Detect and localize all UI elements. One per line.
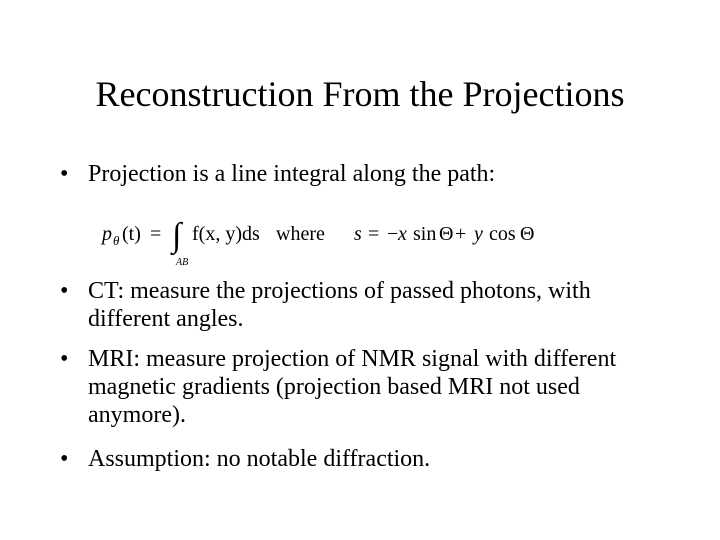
formula-cos: cos <box>489 223 516 245</box>
formula-theta-subscript: θ <box>113 233 120 248</box>
formula-s: s <box>354 223 362 245</box>
formula-theta-1: Θ <box>439 223 454 245</box>
bullet-marker: • <box>60 446 69 472</box>
bullet-text: CT: measure the projections of passed photons, with different angles. <box>88 278 591 332</box>
projection-formula <box>100 212 560 268</box>
formula-where: where <box>276 223 325 245</box>
formula-lower-limit: AB <box>176 257 189 268</box>
slide-title: Reconstruction From the Projections <box>95 74 625 114</box>
formula-sin: sin <box>413 223 437 245</box>
formula-integral: ∫ <box>172 217 182 254</box>
bullet-text: Projection is a line integral along the path: <box>88 161 496 187</box>
formula-rhs-equals: = <box>368 223 380 245</box>
bullet-item <box>60 445 668 473</box>
bullet-item <box>60 345 668 429</box>
formula-integrand: f(x, y)ds <box>192 223 260 245</box>
formula-theta-2: Θ <box>520 223 535 245</box>
formula-arg: (t) <box>122 223 141 245</box>
bullet-marker: • <box>60 278 69 304</box>
bullet-text: Assumption: no notable diffraction. <box>88 446 431 472</box>
bullet-item <box>60 160 668 188</box>
formula-plus: + <box>455 223 467 245</box>
formula-equals: = <box>150 223 162 245</box>
formula-svg <box>100 212 560 268</box>
bullet-marker: • <box>60 346 69 372</box>
bullet-text: MRI: measure projection of NMR signal with different magnetic gradients (projection based MRI not used anymore). <box>88 346 617 428</box>
formula-minus: − <box>387 223 399 245</box>
formula-p: p <box>102 223 112 245</box>
bullet-item <box>60 277 668 333</box>
bullet-marker: • <box>60 161 69 187</box>
formula-y: y <box>474 223 483 245</box>
formula-x: x <box>398 223 407 245</box>
